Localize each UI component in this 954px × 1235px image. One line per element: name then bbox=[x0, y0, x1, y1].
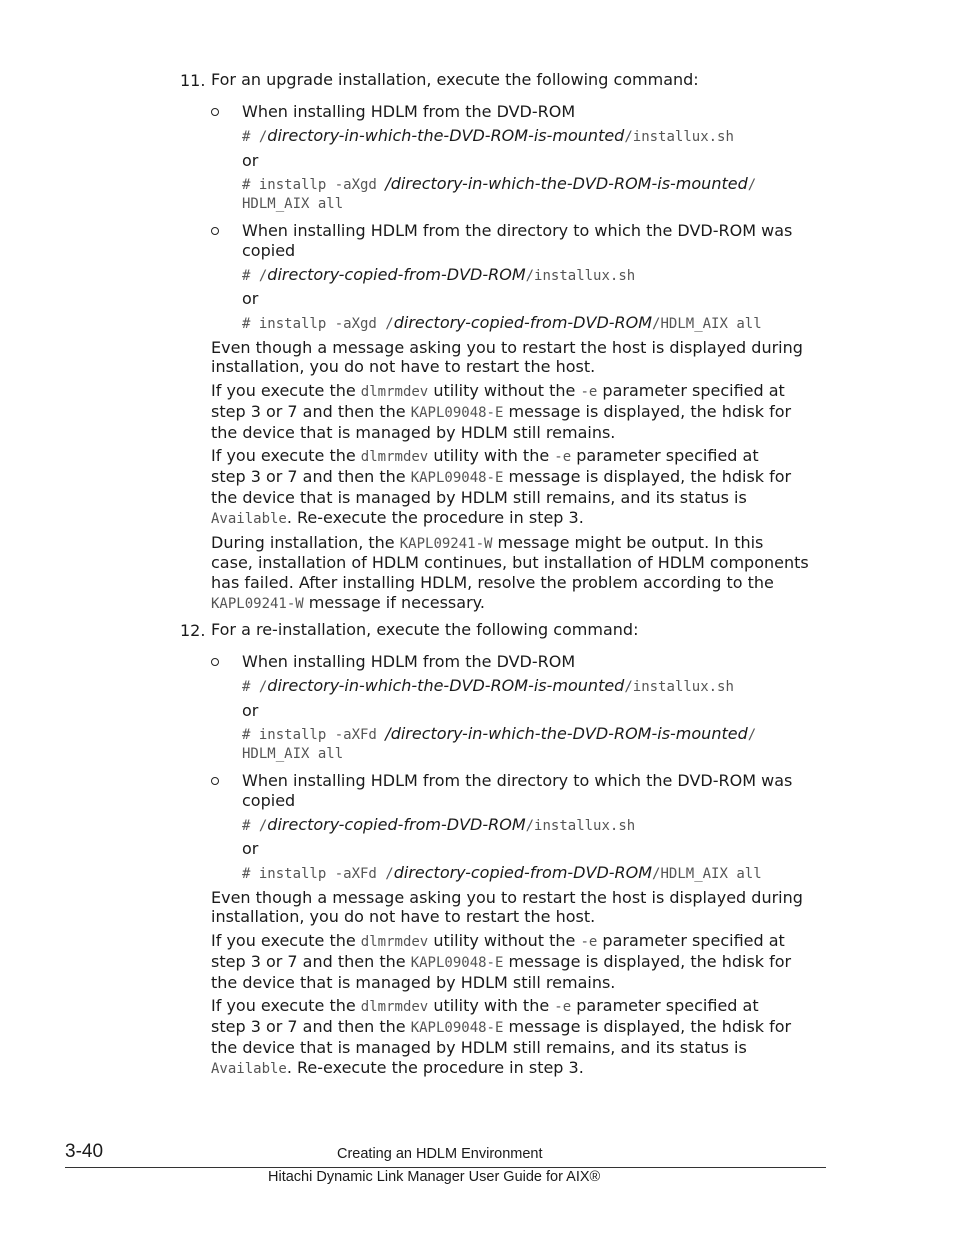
command-line: # /directory-in-which-the-DVD-ROM-is-mounted/installux.sh bbox=[242, 126, 734, 145]
or-text: or bbox=[242, 151, 259, 170]
paragraph-line: Even though a message asking you to restart the host is displayed during bbox=[211, 888, 803, 907]
command-line: # /directory-copied-from-DVD-ROM/installux.sh bbox=[242, 265, 636, 284]
paragraph-line: the device that is managed by HDLM still remains, and its status is bbox=[211, 488, 747, 507]
paragraph-line: Available. Re-execute the procedure in step 3. bbox=[211, 508, 584, 527]
page-number: 3-40 bbox=[65, 1141, 104, 1162]
command-line: # installp -aXgd /directory-in-which-the-DVD-ROM-is-mounted/ bbox=[242, 174, 757, 193]
command-continuation: HDLM_AIX all bbox=[242, 746, 344, 762]
paragraph-line: the device that is managed by HDLM still remains. bbox=[211, 423, 616, 442]
paragraph-line: step 3 or 7 and then the KAPL09048-E message is displayed, the hdisk for bbox=[211, 467, 792, 486]
guide-title: Hitachi Dynamic Link Manager User Guide for AIX® bbox=[268, 1169, 601, 1185]
command-line: # /directory-copied-from-DVD-ROM/installux.sh bbox=[242, 815, 636, 834]
or-text: or bbox=[242, 289, 259, 308]
paragraph-line: If you execute the dlmrmdev utility without the -e parameter specified at bbox=[211, 381, 785, 400]
paragraph-line: the device that is managed by HDLM still remains. bbox=[211, 973, 616, 992]
paragraph-line: Available. Re-execute the procedure in step 3. bbox=[211, 1058, 584, 1077]
command-line: # installp -aXFd /directory-copied-from-DVD-ROM/HDLM_AIX all bbox=[242, 863, 762, 882]
paragraph-line: If you execute the dlmrmdev utility with the -e parameter specified at bbox=[211, 446, 759, 465]
or-text: or bbox=[242, 701, 259, 720]
paragraph-line: has failed. After installing HDLM, resolve the problem according to the bbox=[211, 573, 774, 592]
bullet-label: When installing HDLM from the directory to which the DVD-ROM was bbox=[242, 771, 793, 790]
bullet-icon bbox=[211, 227, 219, 235]
paragraph-line: KAPL09241-W message if necessary. bbox=[211, 593, 485, 612]
paragraph-line: installation, you do not have to restart the host. bbox=[211, 907, 596, 926]
paragraph-line: step 3 or 7 and then the KAPL09048-E message is displayed, the hdisk for bbox=[211, 952, 792, 971]
command-continuation: HDLM_AIX all bbox=[242, 196, 344, 212]
bullet-label: When installing HDLM from the DVD-ROM bbox=[242, 652, 576, 671]
bullet-icon bbox=[211, 108, 219, 116]
step-number: 12. bbox=[180, 621, 206, 640]
step-intro: For an upgrade installation, execute the following command: bbox=[211, 70, 699, 89]
paragraph-line: installation, you do not have to restart the host. bbox=[211, 357, 596, 376]
command-line: # installp -aXFd /directory-in-which-the-DVD-ROM-is-mounted/ bbox=[242, 724, 757, 743]
bullet-label: copied bbox=[242, 791, 296, 810]
bullet-label: copied bbox=[242, 241, 296, 260]
paragraph-line: Even though a message asking you to restart the host is displayed during bbox=[211, 338, 803, 357]
paragraph-line: case, installation of HDLM continues, but installation of HDLM components bbox=[211, 553, 809, 572]
paragraph-line: the device that is managed by HDLM still remains, and its status is bbox=[211, 1038, 747, 1057]
paragraph-line: During installation, the KAPL09241-W message might be output. In this bbox=[211, 533, 764, 552]
paragraph-line: step 3 or 7 and then the KAPL09048-E message is displayed, the hdisk for bbox=[211, 1017, 792, 1036]
or-text: or bbox=[242, 839, 259, 858]
bullet-label: When installing HDLM from the DVD-ROM bbox=[242, 102, 576, 121]
step-number: 11. bbox=[180, 71, 206, 90]
step-intro: For a re-installation, execute the following command: bbox=[211, 620, 639, 639]
command-line: # installp -aXgd /directory-copied-from-DVD-ROM/HDLM_AIX all bbox=[242, 313, 762, 332]
command-line: # /directory-in-which-the-DVD-ROM-is-mounted/installux.sh bbox=[242, 676, 734, 695]
bullet-icon bbox=[211, 658, 219, 666]
footer-divider bbox=[65, 1167, 826, 1168]
paragraph-line: If you execute the dlmrmdev utility with the -e parameter specified at bbox=[211, 996, 759, 1015]
bullet-icon bbox=[211, 777, 219, 785]
chapter-title: Creating an HDLM Environment bbox=[337, 1146, 543, 1162]
paragraph-line: If you execute the dlmrmdev utility without the -e parameter specified at bbox=[211, 931, 785, 950]
bullet-label: When installing HDLM from the directory to which the DVD-ROM was bbox=[242, 221, 793, 240]
paragraph-line: step 3 or 7 and then the KAPL09048-E message is displayed, the hdisk for bbox=[211, 402, 792, 421]
